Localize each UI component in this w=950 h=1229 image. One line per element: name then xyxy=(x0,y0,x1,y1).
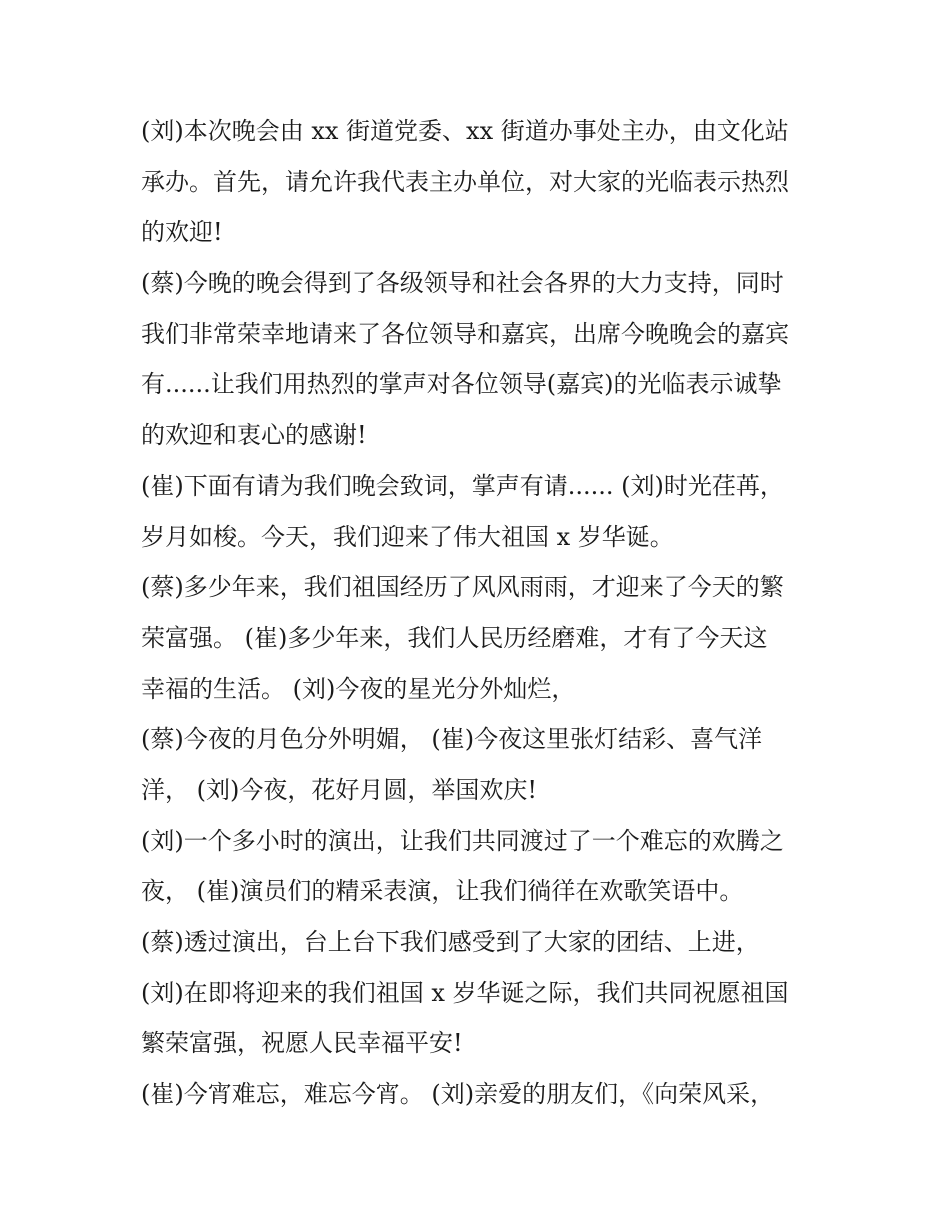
text-line: 的欢迎! xyxy=(141,218,223,247)
text-line: (蔡)多少年来，我们祖国经历了风风雨雨，才迎来了今天的繁 xyxy=(141,573,784,602)
text-line: (蔡)今夜的月色分外明媚， (崔)今夜这里张灯结彩、喜气洋 xyxy=(141,725,763,754)
text-line: 承办。首先，请允许我代表主办单位，对大家的光临表示热烈 xyxy=(141,167,789,196)
text-line: (崔)下面有请为我们晚会致词，掌声有请...... (刘)时光荏苒， xyxy=(141,471,784,500)
text-line: 繁荣富强，祝愿人民幸福平安! xyxy=(141,1029,463,1058)
text-line: 有......让我们用热烈的掌声对各位领导(嘉宾)的光临表示诚挚 xyxy=(141,370,782,399)
text-line: 荣富强。 (崔)多少年来，我们人民历经磨难，才有了今天这 xyxy=(141,623,768,652)
text-line: (刘)在即将迎来的我们祖国 x 岁华诞之际，我们共同祝愿祖国 xyxy=(141,978,789,1007)
text-line: (蔡)今晚的晚会得到了各级领导和社会各界的大力支持，同时 xyxy=(141,269,784,298)
text-line: 洋， (刘)今夜，花好月圆，举国欢庆! xyxy=(141,775,537,804)
text-line: (刘)本次晚会由 xx 街道党委、xx 街道办事处主办，由文化站 xyxy=(141,117,789,145)
text-line: 的欢迎和衷心的感谢! xyxy=(141,421,367,450)
text-line: 幸福的生活。 (刘)今夜的星光分外灿烂， xyxy=(141,674,576,703)
text-line: (蔡)透过演出，台上台下我们感受到了大家的团结、上进， xyxy=(141,928,760,956)
text-line: (刘)一个多小时的演出，让我们共同渡过了一个难忘的欢腾之 xyxy=(141,826,784,855)
text-line: (崔)今宵难忘，难忘今宵。 (刘)亲爱的朋友们，《向荣风采， xyxy=(141,1080,775,1109)
text-line: 夜， (崔)演员们的精采表演，让我们徜徉在欢歌笑语中。 xyxy=(141,877,744,906)
text-line: 我们非常荣幸地请来了各位领导和嘉宾，出席今晚晚会的嘉宾 xyxy=(141,319,789,348)
text-line: 岁月如梭。今天，我们迎来了伟大祖国 x 岁华诞。 xyxy=(141,522,674,551)
document-body xyxy=(141,109,831,1123)
